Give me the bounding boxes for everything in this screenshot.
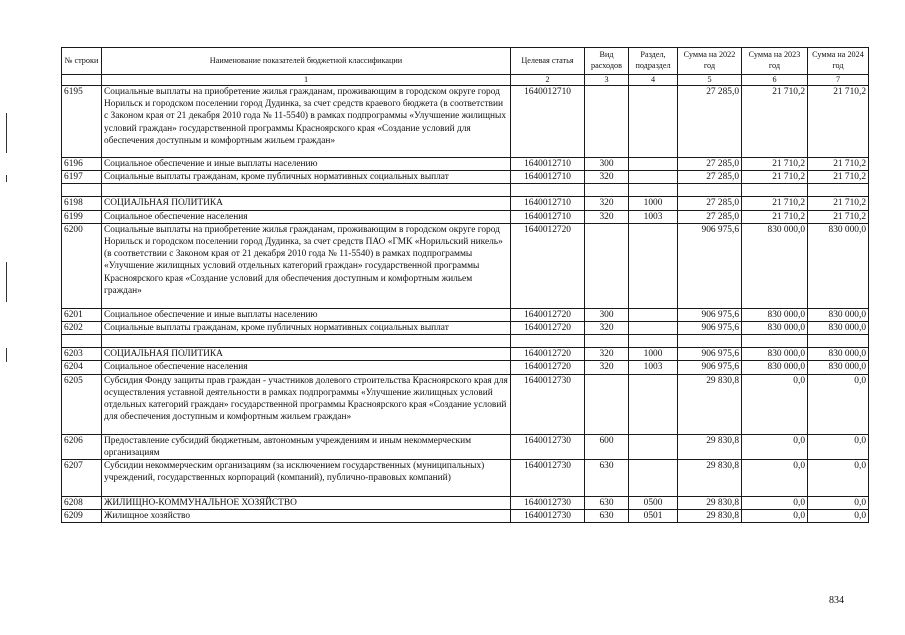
row-number: 6199 [62,210,102,223]
row-number: 6201 [62,308,102,321]
sum-2023: 0,0 [742,460,808,497]
target-article: 1640012720 [511,348,585,361]
page-number: 834 [829,595,844,606]
sum-2023: 0,0 [742,434,808,459]
row-number: 6195 [62,86,102,158]
scan-margin-mark [6,348,7,362]
sum-2023: 0,0 [742,510,808,523]
section-code [629,460,678,497]
table-header-row [62,48,869,75]
sum-2024: 21 710,2 [808,86,869,158]
table-row [62,308,869,321]
expense-type [585,374,629,434]
scan-margin-mark [6,175,7,182]
target-article: 1640012730 [511,510,585,523]
target-article: 1640012730 [511,497,585,510]
row-number: 6198 [62,197,102,210]
sum-2024: 21 710,2 [808,158,869,171]
target-article: 1640012710 [511,158,585,171]
table-row [62,361,869,374]
table-row [62,434,869,459]
sum-2023: 830 000,0 [742,322,808,335]
indicator-name: Социальные выплаты гражданам, кроме публичных нормативных социальных выплат [102,171,511,184]
header-expense-type: Вид расходов [585,48,629,75]
indicator-name: ЖИЛИЩНО-КОММУНАЛЬНОЕ ХОЗЯЙСТВО [102,497,511,510]
spacer-cell [62,335,102,348]
sum-2024: 0,0 [808,434,869,459]
indicator-name: СОЦИАЛЬНАЯ ПОЛИТИКА [102,348,511,361]
section-code [629,322,678,335]
table-row [62,322,869,335]
sum-2022: 27 285,0 [678,86,742,158]
table-row [62,510,869,523]
sum-2024: 0,0 [808,460,869,497]
indicator-name: Социальное обеспечение населения [102,210,511,223]
expense-type: 320 [585,197,629,210]
spacer-cell [742,335,808,348]
expense-type [585,86,629,158]
spacer-cell [808,335,869,348]
target-article: 1640012720 [511,308,585,321]
row-number: 6196 [62,158,102,171]
column-number-row [62,75,869,86]
sum-2022: 27 285,0 [678,171,742,184]
sum-2022: 29 830,8 [678,510,742,523]
sum-2022: 27 285,0 [678,197,742,210]
target-article: 1640012710 [511,197,585,210]
section-code: 0500 [629,497,678,510]
section-code: 1000 [629,197,678,210]
section-code: 1003 [629,361,678,374]
column-number: 2 [511,75,585,86]
column-number: 3 [585,75,629,86]
row-number: 6204 [62,361,102,374]
row-number: 6205 [62,374,102,434]
expense-type: 320 [585,361,629,374]
spacer-cell [585,184,629,197]
header-indicator-name: Наименование показателей бюджетной классификации [102,48,511,75]
section-code [629,223,678,308]
header-target-article: Целевая статья [511,48,585,75]
section-code: 1003 [629,210,678,223]
target-article: 1640012730 [511,460,585,497]
sum-2024: 830 000,0 [808,322,869,335]
sum-2022: 906 975,6 [678,348,742,361]
sum-2024: 0,0 [808,374,869,434]
column-number: 4 [629,75,678,86]
spacer-cell [808,184,869,197]
spacer-cell [742,184,808,197]
table-row [62,171,869,184]
expense-type [585,223,629,308]
spacer-row [62,184,869,197]
expense-type: 320 [585,210,629,223]
spacer-cell [678,335,742,348]
spacer-cell [629,335,678,348]
table-row [62,497,869,510]
sum-2024: 0,0 [808,510,869,523]
header-sum-2022: Сумма на 2022 год [678,48,742,75]
column-number [62,75,102,86]
indicator-name: Субсидии некоммерческим организациям (за исключением государственных (муниципальных) учреждений, государственных корпораций (компаний), публично-правовых компаний) [102,460,511,497]
sum-2022: 29 830,8 [678,434,742,459]
table-row [62,374,869,434]
sum-2024: 830 000,0 [808,361,869,374]
expense-type: 300 [585,158,629,171]
sum-2022: 27 285,0 [678,210,742,223]
sum-2024: 830 000,0 [808,308,869,321]
target-article: 1640012720 [511,322,585,335]
section-code: 0501 [629,510,678,523]
expense-type: 630 [585,497,629,510]
sum-2022: 906 975,6 [678,223,742,308]
expense-type: 300 [585,308,629,321]
header-sum-2023: Сумма на 2023 год [742,48,808,75]
spacer-cell [511,335,585,348]
sum-2023: 21 710,2 [742,171,808,184]
sum-2022: 29 830,8 [678,497,742,510]
indicator-name: Предоставление субсидий бюджетным, автономным учреждениям и иным некоммерческим организациям [102,434,511,459]
spacer-cell [511,184,585,197]
spacer-cell [102,184,511,197]
table-row [62,86,869,158]
section-code [629,308,678,321]
row-number: 6209 [62,510,102,523]
header-sum-2024: Сумма на 2024 год [808,48,869,75]
section-code [629,86,678,158]
table-row [62,158,869,171]
sum-2024: 21 710,2 [808,210,869,223]
indicator-name: Субсидия Фонду защиты прав граждан - участников долевого строительства Красноярского края для осуществления уставной деятельности в рамках подпрограммы «Улучшение жилищных условий отдельных категорий граждан» государственной программы Красноярского края «Создание условий для обеспечения доступным и комфортным жильем граждан» [102,374,511,434]
spacer-cell [102,335,511,348]
sum-2023: 21 710,2 [742,158,808,171]
indicator-name: Социальное обеспечение и иные выплаты населению [102,158,511,171]
sum-2024: 830 000,0 [808,348,869,361]
section-code [629,171,678,184]
row-number: 6202 [62,322,102,335]
sum-2023: 21 710,2 [742,210,808,223]
target-article: 1640012730 [511,434,585,459]
table-row [62,210,869,223]
indicator-name: Социальные выплаты гражданам, кроме публичных нормативных социальных выплат [102,322,511,335]
indicator-name: СОЦИАЛЬНАЯ ПОЛИТИКА [102,197,511,210]
row-number: 6207 [62,460,102,497]
sum-2022: 906 975,6 [678,308,742,321]
section-code [629,158,678,171]
indicator-name: Жилищное хозяйство [102,510,511,523]
expense-type: 630 [585,510,629,523]
sum-2023: 0,0 [742,497,808,510]
sum-2023: 830 000,0 [742,361,808,374]
section-code [629,434,678,459]
sum-2023: 0,0 [742,374,808,434]
sum-2024: 21 710,2 [808,197,869,210]
expense-type: 320 [585,348,629,361]
column-number: 6 [742,75,808,86]
column-number: 7 [808,75,869,86]
scan-margin-mark [6,113,7,153]
target-article: 1640012710 [511,171,585,184]
target-article: 1640012730 [511,374,585,434]
spacer-cell [629,184,678,197]
table-body [62,86,869,523]
indicator-name: Социальные выплаты на приобретение жилья гражданам, проживающим в городском округе город Норильск и городском поселении город Дудинка, за счет средств краевого бюджета (в соответствии с Законом края от 21 декабря 2010 года № 11-5540) в рамках подпрограммы «Улучшение жилищных условий граждан» государственной программы Красноярского края «Создание условий для обеспечения доступным и комфортным жильем граждан» [102,86,511,158]
target-article: 1640012710 [511,210,585,223]
column-number: 5 [678,75,742,86]
sum-2022: 27 285,0 [678,158,742,171]
section-code: 1000 [629,348,678,361]
sum-2023: 830 000,0 [742,223,808,308]
sum-2022: 29 830,8 [678,374,742,434]
target-article: 1640012720 [511,361,585,374]
sum-2022: 906 975,6 [678,322,742,335]
sum-2023: 830 000,0 [742,348,808,361]
budget-table [61,47,869,523]
expense-type: 320 [585,171,629,184]
target-article: 1640012710 [511,86,585,158]
sum-2024: 21 710,2 [808,171,869,184]
table-row [62,348,869,361]
indicator-name: Социальные выплаты на приобретение жилья гражданам, проживающим в городском округе город Норильск и городском поселении город Дудинка, за счет средств ПАО «ГМК «Норильский никель» (в соответствии с Законом края от 21 декабря 2010 года № 11-5540) в рамках подпрограммы «Улучшение жилищных условий отдельных категорий граждан» государственной программы Красноярского края «Создание условий для обеспечения доступным и комфортным жильем граждан» [102,223,511,308]
sum-2023: 21 710,2 [742,86,808,158]
column-number: 1 [102,75,511,86]
expense-type: 600 [585,434,629,459]
header-row-number: № строки [62,48,102,75]
target-article: 1640012720 [511,223,585,308]
sum-2023: 21 710,2 [742,197,808,210]
header-section: Раздел, подраздел [629,48,678,75]
row-number: 6197 [62,171,102,184]
row-number: 6208 [62,497,102,510]
expense-type: 630 [585,460,629,497]
table-row [62,460,869,497]
spacer-cell [678,184,742,197]
sum-2024: 830 000,0 [808,223,869,308]
scan-margin-mark [6,262,7,302]
spacer-row [62,335,869,348]
section-code [629,374,678,434]
row-number: 6200 [62,223,102,308]
sum-2022: 906 975,6 [678,361,742,374]
table-row [62,223,869,308]
indicator-name: Социальное обеспечение и иные выплаты населению [102,308,511,321]
sum-2024: 0,0 [808,497,869,510]
spacer-cell [62,184,102,197]
row-number: 6203 [62,348,102,361]
indicator-name: Социальное обеспечение населения [102,361,511,374]
row-number: 6206 [62,434,102,459]
table-row [62,197,869,210]
expense-type: 320 [585,322,629,335]
sum-2023: 830 000,0 [742,308,808,321]
sum-2022: 29 830,8 [678,460,742,497]
spacer-cell [585,335,629,348]
